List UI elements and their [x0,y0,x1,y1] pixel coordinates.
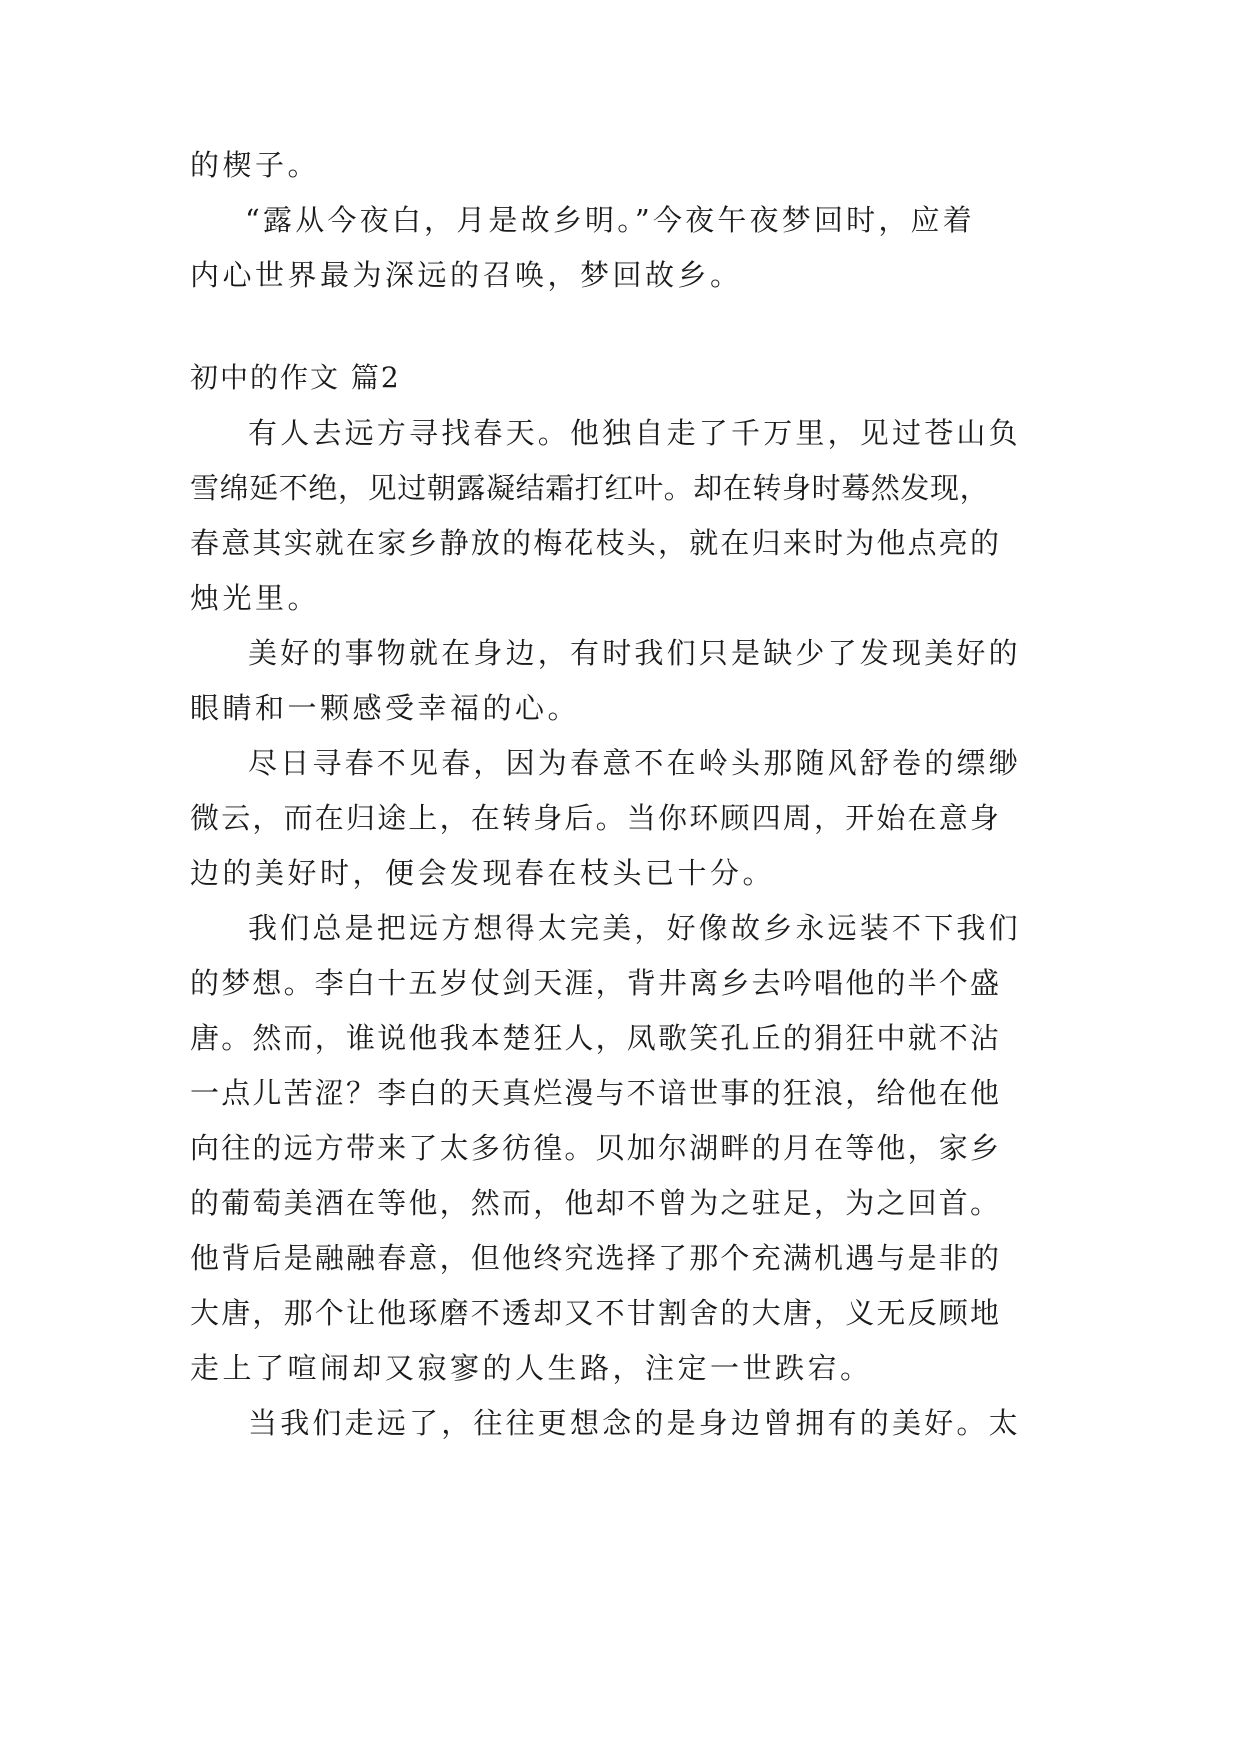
text-line: 向往的远方带来了太多彷徨。贝加尔湖畔的月在等他，家乡 [190,1131,1002,1165]
text-line: 一点儿苦涩？李白的天真烂漫与不谙世事的狂浪，给他在他 [190,1076,1002,1110]
text-line: 他背后是融融春意，但他终究选择了那个充满机遇与是非的 [190,1241,1002,1275]
text-line: 尽日寻春不见春，因为春意不在岭头那随风舒卷的缥缈 [248,746,1021,780]
text-line: 的葡萄美酒在等他，然而，他却不曾为之驻足，为之回首。 [190,1186,1002,1220]
text-line: 雪绵延不绝，见过朝露凝结霜打红叶。却在转身时蓦然发现， [190,471,990,505]
text-line: 微云，而在归途上，在转身后。当你环顾四周，开始在意身 [190,801,1002,835]
text-line: 的楔子。 [190,148,321,182]
text-line: 内心世界最为深远的召唤，梦回故乡。 [190,258,743,292]
text-line: 眼睛和一颗感受幸福的心。 [190,691,581,725]
text-line: 有人去远方寻找春天。他独自走了千万里，见过苍山负 [248,416,1021,450]
text-line: 的梦想。李白十五岁仗剑天涯，背井离乡去吟唱他的半个盛 [190,966,1002,1000]
text-line: 烛光里。 [190,581,321,615]
text-line: 美好的事物就在身边，有时我们只是缺少了发现美好的 [248,636,1021,670]
text-line: 我们总是把远方想得太完美，好像故乡永远装不下我们 [248,911,1021,945]
text-line: 大唐，那个让他琢磨不透却又不甘割舍的大唐，义无反顾地 [190,1296,1002,1330]
text-line: 唐。然而，谁说他我本楚狂人，凤歌笑孔丘的狷狂中就不沾 [190,1021,1002,1055]
text-line: 走上了喧闹却又寂寥的人生路，注定一世跌宕。 [190,1351,873,1385]
text-line: “露从今夜白，月是故乡明。”今夜午夜梦回时，应着 [245,203,975,237]
text-line: 边的美好时，便会发现春在枝头已十分。 [190,856,776,890]
text-line: 春意其实就在家乡静放的梅花枝头，就在归来时为他点亮的 [190,526,1002,560]
section-heading: 初中的作文 篇2 [190,361,401,394]
text-line: 当我们走远了，往往更想念的是身边曾拥有的美好。太 [248,1406,1021,1440]
